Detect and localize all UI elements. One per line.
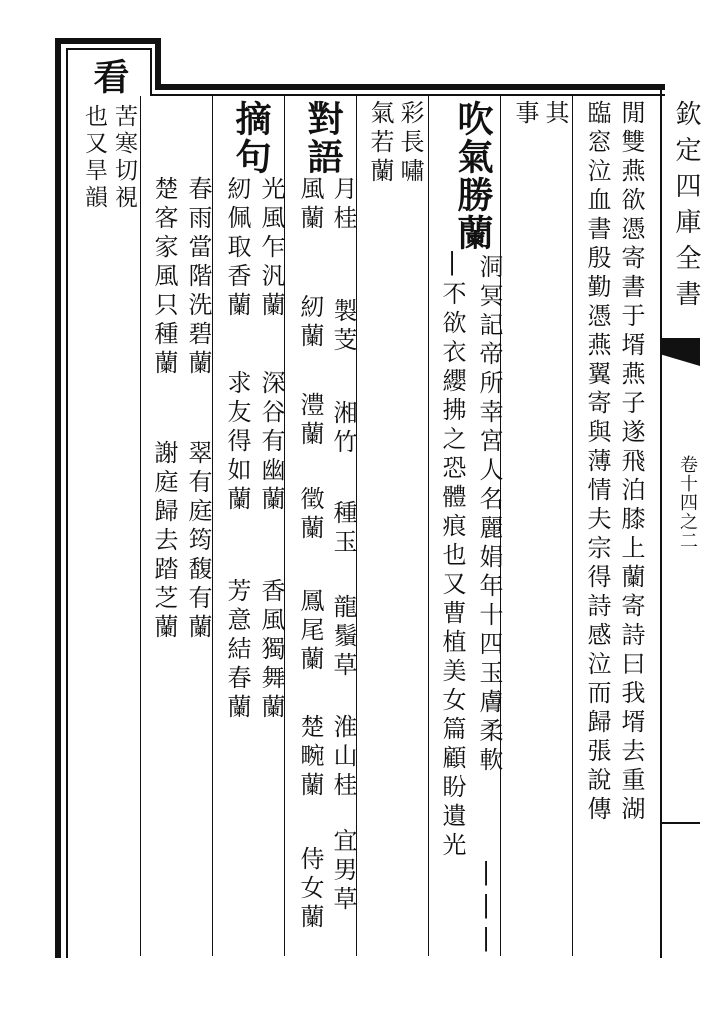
rule-1 [140, 96, 141, 956]
text-column-1: 閒雙燕欲憑寄書于壻燕子遂飛泊膝上蘭寄詩曰我壻去重湖 [617, 100, 645, 825]
zhaiju-item-10: 謝庭歸去踏芝蘭 [150, 440, 178, 643]
duiyu-item-8: 風蘭 [296, 176, 324, 234]
frame-top-left [55, 38, 161, 44]
text-column-5: 洞冥記帝所幸宮人名麗娟年十四玉膚柔軟 [475, 254, 503, 776]
duiyu-item-13: 楚畹蘭 [296, 714, 324, 801]
text-column-2: 臨窓泣血書殷勤憑燕翼寄與薄情夫宗得詩感泣而歸張說傳 [583, 100, 611, 825]
duiyu-item-5: 龍鬚草 [329, 594, 357, 681]
text-column-6: |不欲衣纓拂之恐體痕也又曹植美女篇顧盼遺光 [438, 248, 466, 861]
header-line-1: 苦寒切視 [111, 104, 137, 212]
zhaiju-item-8: 翠有庭筠馥有蘭 [184, 440, 212, 643]
zhaiju-item-7: 春雨當階洗碧蘭 [184, 176, 212, 379]
rule-7 [572, 96, 573, 956]
duiyu-item-10: 澧蘭 [296, 392, 324, 450]
rule-5 [428, 96, 429, 956]
entry-head-zhaiju: 摘句 [230, 100, 272, 176]
duiyu-item-4: 種玉 [329, 500, 357, 558]
frame-top-right [155, 84, 665, 90]
duiyu-item-14: 侍女蘭 [296, 846, 324, 933]
entry-head-duiyu: 對語 [302, 100, 344, 176]
duiyu-item-2: 製芰 [329, 298, 357, 356]
header-line-2: 也又旱韻 [81, 104, 107, 212]
frame-inner-left [66, 48, 68, 958]
duiyu-item-11: 徵蘭 [296, 486, 324, 544]
frame-top-step [155, 38, 161, 90]
duiyu-item-9: 紉蘭 [296, 294, 324, 352]
zhaiju-item-5: 求友得如蘭 [223, 370, 251, 515]
frame-inner-top [66, 48, 150, 50]
fishtail-mark-top [662, 338, 700, 366]
frame-right [660, 88, 662, 958]
zhaiju-item-2: 深谷有幽蘭 [257, 370, 285, 515]
text-column-4: 事 [511, 100, 539, 129]
text-column-7: 彩長嘯 [396, 100, 424, 187]
frame-left [55, 38, 61, 958]
margin-chapter: 卷十四之二 [677, 455, 698, 550]
zhaiju-item-4: 紉佩取香蘭 [223, 176, 251, 321]
entry-head-chuiqi: 吹氣勝蘭 [452, 100, 494, 252]
zhaiju-item-3: 香風獨舞蘭 [257, 578, 285, 723]
text-column-3: 其 [541, 100, 569, 129]
zhaiju-item-6: 芳意結春蘭 [223, 578, 251, 723]
margin-book-title: 欽定四庫全書 [671, 100, 701, 316]
text-column-8: 氣若蘭 [366, 100, 394, 187]
duiyu-item-6: 淮山桂 [329, 714, 357, 801]
duiyu-item-12: 鳳尾蘭 [296, 588, 324, 675]
frame-inner-top-right [150, 48, 152, 95]
text-column-5-dashes: ||| [472, 858, 500, 957]
zhaiju-item-1: 光風乍汎蘭 [257, 176, 285, 321]
duiyu-item-1: 月桂 [329, 176, 357, 234]
duiyu-item-3: 湘竹 [329, 400, 357, 458]
header-head-char: 看 [88, 58, 130, 96]
frame-inner-top-2 [150, 94, 665, 96]
duiyu-item-7: 宜男草 [329, 828, 357, 915]
fishtail-mark-bottom [662, 822, 700, 824]
zhaiju-item-9: 楚客家風只種蘭 [150, 176, 178, 379]
